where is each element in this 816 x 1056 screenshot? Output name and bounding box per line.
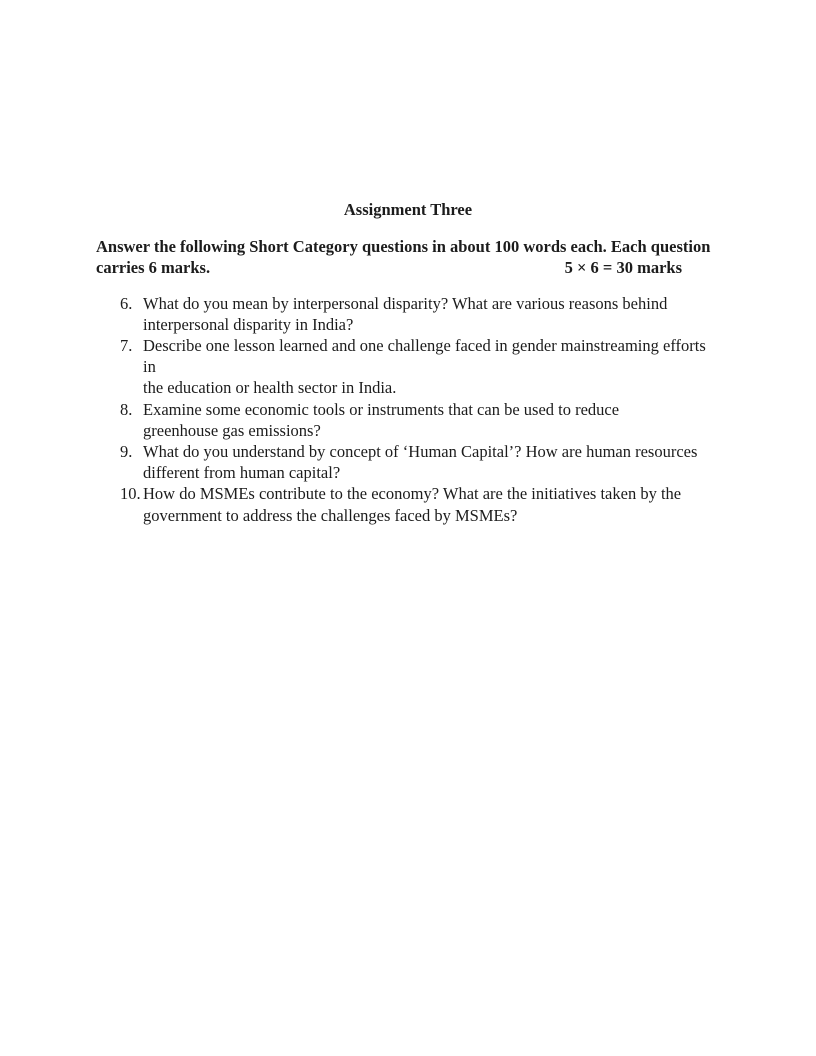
question-text: Describe one lesson learned and one challenge faced in gender mainstreaming efforts in the education or health sector in India. [143, 336, 706, 398]
question-text: How do MSMEs contribute to the economy? What are the initiatives taken by the government to address the challenges faced by MSMEs? [143, 484, 682, 525]
question-number: 10. [120, 484, 141, 504]
question-number: 6. [120, 293, 133, 313]
question-item [96, 441, 720, 483]
marks-formula: 5 × 6 = 30 marks [564, 258, 682, 278]
question-item [96, 335, 720, 399]
question-text: What do you understand by concept of ‘Human Capital’? How are human resources different from human capital? [143, 442, 698, 483]
question-item [96, 483, 720, 525]
question-text: Examine some economic tools or instruments that can be used to reduce greenhouse gas emissions? [143, 399, 620, 440]
question-number: 7. [120, 336, 133, 356]
question-item [96, 399, 720, 441]
question-number: 8. [120, 399, 133, 419]
question-number: 9. [120, 442, 133, 462]
question-list [96, 293, 720, 526]
question-item [96, 293, 720, 335]
question-text: What do you mean by interpersonal disparity? What are various reasons behind interpersonal disparity in India? [143, 293, 668, 334]
instruction-text: Answer the following Short Category questions in about 100 words each. Each question carries 6 marks. [96, 237, 711, 278]
page-title: Assignment Three [343, 200, 473, 219]
instruction-block [96, 236, 720, 278]
